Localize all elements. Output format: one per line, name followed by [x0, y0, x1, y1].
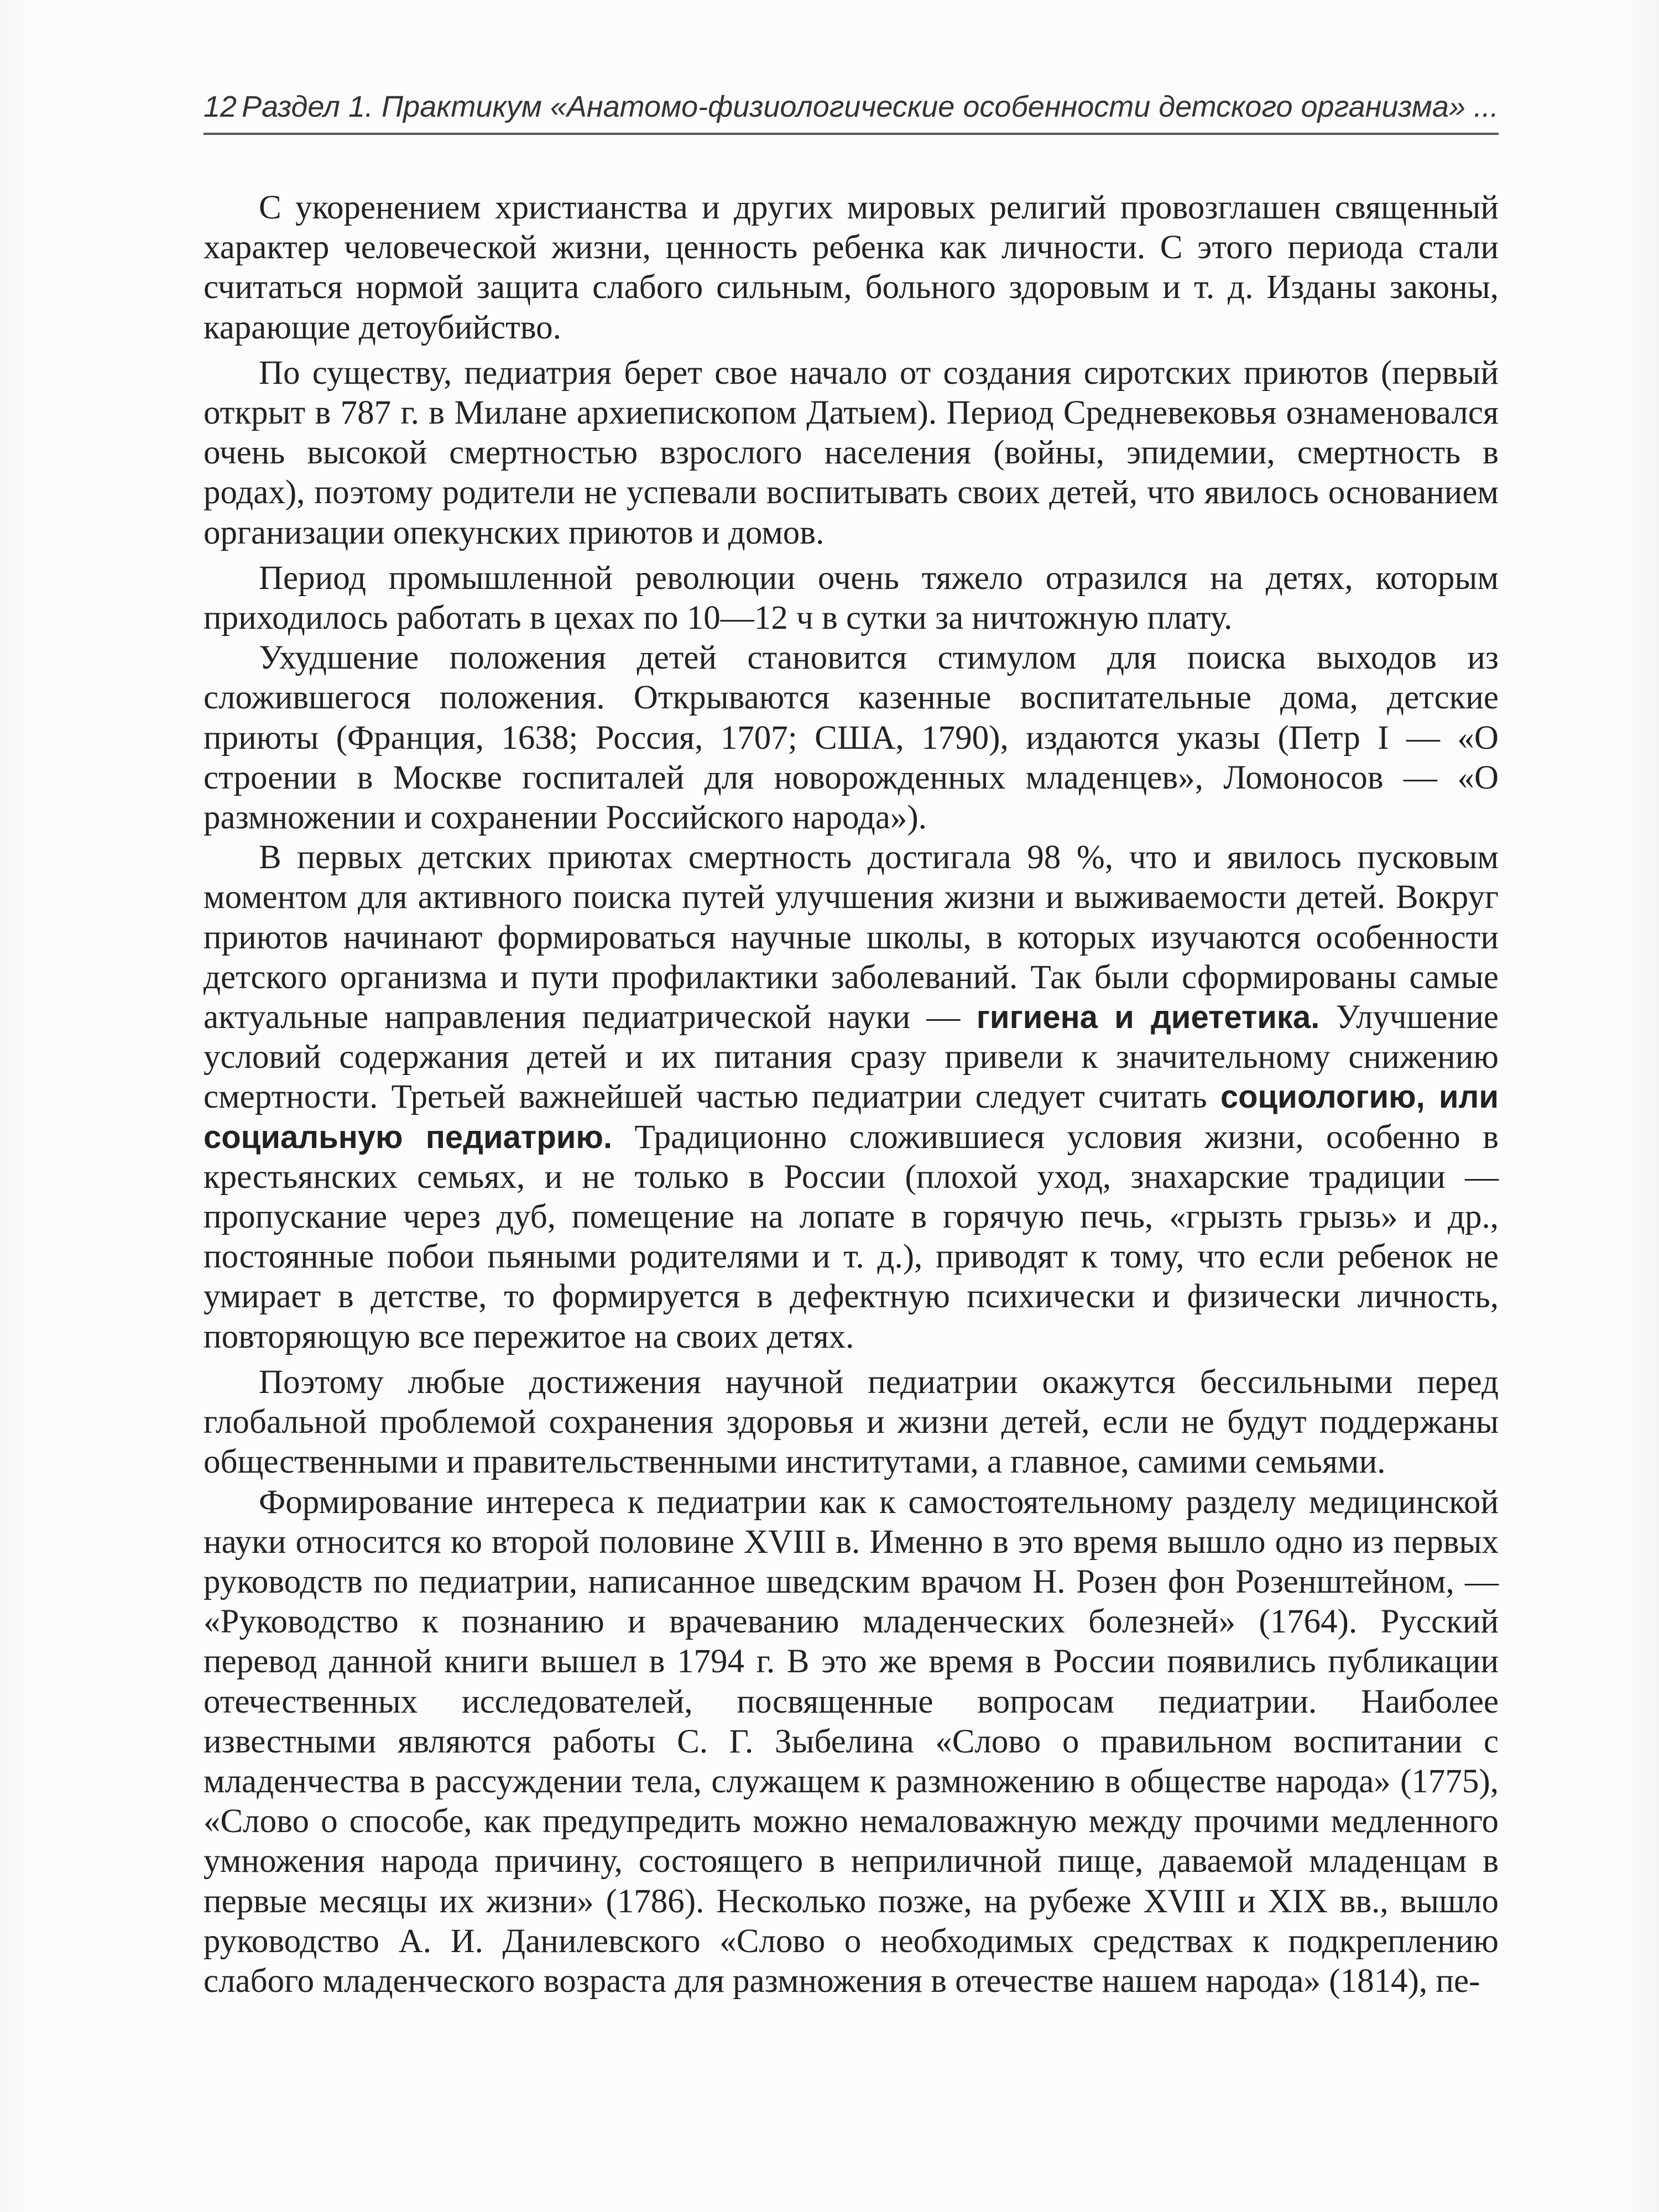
paragraph: С укоренением христианства и других мировых религий провозглашен священный характер человеческой жизни, ценность ребенка как личности. С этого периода стали считаться нормой защита слабого сильным, больного здоровым и т. д. Изданы законы, карающие детоубийство. [204, 189, 1499, 346]
paragraph: Ухудшение положения детей становится стимулом для поиска выходов из сложившегося положения. Открываются казенные воспитательные дома, детские приюты (Франция, 1638; Россия, 1707; США, 1790), издаются указы (Петр I — «О строении в Москве госпиталей для новорожденных младенцев», Ломоносов — «О размножении и сохранении Российского народа»). [204, 639, 1499, 837]
page-header [204, 77, 1499, 133]
paragraph: По существу, педиатрия берет свое начало от создания сиротских приютов (первый открыт в 787 г. в Милане архиепископом Датыем). Период Средневековья ознаменовался очень высокой смертностью взрослого населения (войны, эпидемии, смертность в родах), поэтому родители не успевали воспитывать своих детей, что явилось основанием организации опекунских приютов и домов. [204, 354, 1499, 551]
paragraph [204, 838, 1499, 1357]
page-number: 12 [204, 90, 237, 123]
running-title: Раздел 1. Практикум «Анатомо-физиологические особенности детского организма» ... [242, 90, 1499, 123]
paragraph: Период промышленной революции очень тяжело отразился на детях, которым приходилось работать в цехах по 10—12 ч в сутки за ничтожную плату. [204, 559, 1499, 637]
main-text [204, 188, 1499, 2001]
paragraph-text: Улучшение условий содержания детей и их питания сразу привели к значительному снижению смертности. Третьей важнейшей частью педиатрии следует считать [204, 999, 1499, 1116]
paragraph-text: В первых детских приютах смертность достигала 98 %, что и явилось пусковым моментом для активного поиска путей улучшения жизни и выживаемости детей. Вокруг приютов начинают формироваться научные школы, в которых изучаются особенности детского организма и пути профилактики заболеваний. Так были сформированы самые актуальные направления педиатрической науки — [204, 839, 1499, 1036]
paragraph-text: Традиционно сложившиеся условия жизни, особенно в крестьянских семьях, и не только в России (плохой уход, знахарские традиции — пропускание через дуб, помещение на лопате в горячую печь, «грызть грызь» и др., постоянные побои пьяными родителями и т. д.), приводят к тому, что если ребенок не умирает в детстве, то формируется в дефектную психически и физически личность, повторяющую все пережитое на своих детях. [204, 1118, 1499, 1355]
paragraph: Формирование интереса к педиатрии как к самостоятельному разделу медицинской науки относится ко второй половине XVIII в. Именно в это время вышло одно из первых руководств по педиатрии, написанное шведским врачом Н. Розен фон Розенштейном, — «Руководство к познанию и врачеванию младенческих болезней» (1764). Русский перевод данной книги вышел в 1794 г. В это же время в России появились публикации отечественных исследователей, посвященные вопросам педиатрии. Наиболее известными являются работы С. Г. Зыбелина «Слово о правильном воспитании с младенчества в рассуждении тела, служащем к размножению в обществе народа» (1775), «Слово о способе, как предупредить можно немаловажную между прочими медленного умножения народа причину, состоящего в неприличной пище, даваемой младенцам в первые месяцы их жизни» (1786). Несколько позже, на рубеже XVIII и XIX вв., вышло руководство А. И. Данилевского «Слово о необходимых средствах к подкреплению слабого младенческого возраста для размножения в отечестве нашем народа» (1814), пе- [204, 1483, 1499, 2000]
paragraph: Поэтому любые достижения научной педиатрии окажутся бессильными перед глобальной проблемой сохранения здоровья и жизни детей, если не будут поддержаны общественными и правительственными институтами, а главное, самими семьями. [204, 1363, 1499, 1481]
bold-term: социологию, или социальную педиатрию. [204, 1079, 1499, 1155]
bold-term: гигиена и диететика. [976, 999, 1320, 1036]
header-rule [204, 133, 1499, 135]
